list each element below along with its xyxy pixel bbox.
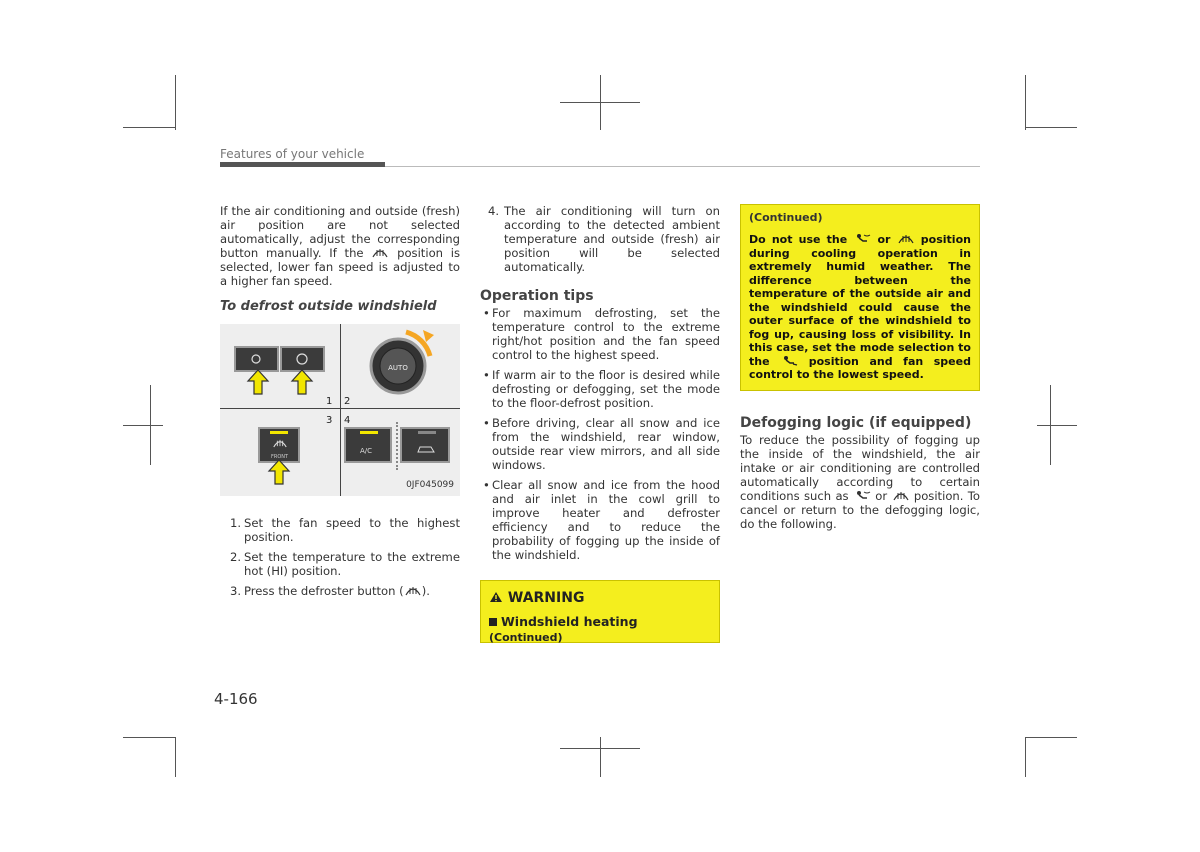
section-header: Features of your vehicle <box>220 147 365 161</box>
fan-icon <box>236 348 277 370</box>
continued-warning-box <box>740 204 980 391</box>
intro-paragraph: If the air conditioning and outside (fresh) air position are not selected automatically, adjust the corresponding button manually. If the position is selected, lower fan speed is adjusted to a higher fan speed. <box>220 204 461 288</box>
arrow-up-icon <box>267 458 291 486</box>
quadrant-label: 2 <box>344 396 351 407</box>
arrow-up-icon <box>246 368 270 396</box>
arrow-up-icon <box>290 368 314 396</box>
subheading-defrost-outside: To defrost outside windshield <box>220 299 437 314</box>
defrost-icon <box>272 438 288 448</box>
quadrant-label: 3 <box>326 415 333 426</box>
temperature-knob <box>360 326 438 404</box>
square-bullet-icon <box>489 618 497 626</box>
list-item: 2. Set the temperature to the extreme hot (HI) position. <box>230 550 460 578</box>
floor-defrost-icon <box>853 490 871 501</box>
continued-body: Do not use the or position during cooling operation in extremely humid weather. The difference between the temperature of the outside air and the windshield could cause the outer surface of the windshield to fog up, causing loss of visibility. In this case, set the mode selection to the position and fan speed control to the lowest speed. <box>749 233 971 381</box>
column-1 <box>220 204 460 604</box>
ac-label: A/C <box>360 447 373 455</box>
list-item: 3. Press the defroster button ( ). <box>230 584 430 598</box>
floor-defrost-icon <box>853 233 871 244</box>
defrost-icon <box>404 585 422 596</box>
ac-button <box>344 427 392 463</box>
defrost-steps <box>220 516 460 598</box>
fan-icon <box>282 348 323 370</box>
defogging-paragraph: To reduce the possibility of fogging up the inside of the windshield, the air intake or air conditioning are controlled automatically according to certain conditions such as or position. To cancel or return to the defogging logic, do the following. <box>740 432 980 531</box>
column-3 <box>740 204 980 531</box>
knob-label: AUTO <box>388 364 408 372</box>
figure-code: 0JF045099 <box>406 480 454 490</box>
list-item: 1. Set the fan speed to the highest position. <box>230 516 460 544</box>
defrost-step-4 <box>480 204 720 274</box>
header-rule <box>385 166 980 167</box>
header-bar <box>220 162 385 167</box>
defrost-icon <box>897 233 915 244</box>
recirculation-button <box>400 427 450 463</box>
defrost-icon <box>892 490 910 501</box>
list-item: • If warm air to the floor is desired while defrosting or defogging, set the mode to the floor-defrost position. <box>483 368 720 410</box>
list-item: • Clear all snow and ice from the hood and air inlet in the cowl grill to improve heater and defroster efficiency and to reduce the probability of fogging up the inside of the windshield. <box>483 478 720 562</box>
list-item: 4. The air conditioning will turn on according to the detected ambient temperature and outside (fresh) air position will be selected automatically. <box>488 204 720 274</box>
column-2 <box>480 204 720 643</box>
list-item: • For maximum defrosting, set the temperature control to the extreme right/hot position and the fan speed control to the highest speed. <box>483 306 720 362</box>
warning-subtitle: Windshield heating <box>489 615 711 629</box>
warning-box <box>480 580 720 643</box>
warning-continued: (Continued) <box>489 631 563 644</box>
front-label: FRONT <box>271 454 289 460</box>
list-item: • Before driving, clear all snow and ice from the windshield, rear window, outside rear view mirrors, and all side windows. <box>483 416 720 472</box>
continued-heading: (Continued) <box>749 211 823 224</box>
page-number: 4-166 <box>214 690 258 708</box>
operation-tips-list <box>480 306 720 562</box>
floor-mode-icon <box>780 355 798 366</box>
car-recirculation-icon <box>416 442 436 454</box>
defrost-icon <box>371 247 389 258</box>
defogging-logic-heading: Defogging logic (if equipped) <box>740 414 972 431</box>
control-panel-figure <box>220 324 460 496</box>
operation-tips-heading: Operation tips <box>480 288 594 304</box>
warning-triangle-icon <box>489 591 503 603</box>
warning-title: WARNING <box>489 591 711 605</box>
quadrant-label: 4 <box>344 415 351 426</box>
quadrant-label: 1 <box>326 396 333 407</box>
